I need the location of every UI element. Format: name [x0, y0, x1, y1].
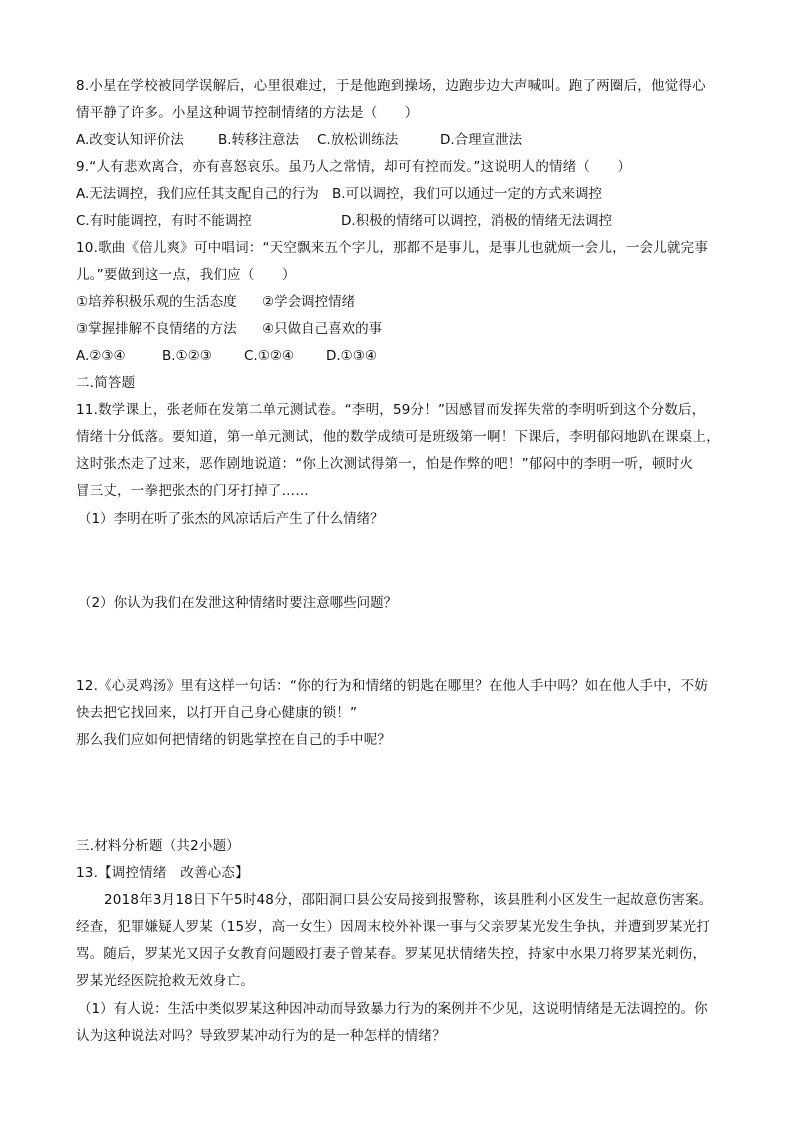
q11-line2: 情绪十分低落。要知道，第一单元测试，他的数学成绩可是班级第一啊！下课后，李明郁闷地趴在课桌上， — [76, 429, 720, 445]
q8-line1: 8.小星在学校被同学误解后，心里很难过，于是他跑到操场，边跑步边大声喊叫。跑了两圈后，他觉得心 — [76, 78, 706, 94]
q13-line3: 骂。随后，罗某光又因子女教育问题殴打妻子曾某春。罗某见状情绪失控，持家中水果刀将罗某光刺伤， — [76, 946, 707, 962]
q10-option-d: D.①③④ — [326, 348, 377, 364]
q10-option-c: C.①②④ — [244, 348, 295, 364]
q8-option-b: B.转移注意法 — [218, 132, 300, 148]
q9-option-d: D.积极的情绪可以调控，消极的情绪无法调控 — [341, 213, 613, 229]
q10-item1: ①培养积极乐观的生活态度 — [76, 294, 237, 310]
q9-option-a: A.无法调控，我们应任其支配自己的行为 — [76, 186, 319, 202]
q12-line2: 快去把它找回来，以打开自己身心健康的锁！” — [76, 705, 358, 721]
q11-line4: 冒三丈，一拳把张杰的门牙打掉了…… — [76, 483, 309, 499]
q8-option-c: C.放松训练法 — [317, 132, 399, 148]
q10-item3: ③掌握排解不良情绪的方法 — [76, 321, 237, 337]
q10-line2: 儿。”要做到这一点，我们应（ ） — [76, 267, 296, 283]
q8-option-a: A.改变认知评价法 — [76, 132, 184, 148]
q13-heading: 13.【调控情绪 改善心态】 — [76, 865, 249, 881]
section-title-material-analysis: 三.材料分析题（共2小题） — [76, 838, 240, 854]
q11-line1: 11.数学课上，张老师在发第二单元测试卷。“李明，59分！”因感冒而发挥失常的李明听到这个分数后， — [76, 402, 706, 418]
q10-item2: ②学会调控情绪 — [262, 294, 356, 310]
q11-sub2: （2）你认为我们在发泄这种情绪时要注意哪些问题？ — [78, 595, 398, 611]
q10-option-b: B.①②③ — [162, 348, 212, 364]
q10-line1: 10.歌曲《倍儿爽》可中唱词：“天空飘来五个字儿，那都不是事儿，是事儿也就烦一会儿，一会儿就完事 — [76, 240, 709, 256]
q13-line2: 经查，犯罪嫌疑人罗某（15岁，高一女生）因周末校外补课一事与父亲罗某光发生争执，并遭到罗某光打 — [76, 919, 711, 935]
q8-line2: 情平静了许多。小星这种调节控制情绪的方法是（ ） — [76, 105, 419, 121]
q9-option-b: B.可以调控，我们可以通过一定的方式来调控 — [332, 186, 603, 202]
q12-line3: 那么我们应如何把情绪的钥匙掌控在自己的手中呢？ — [76, 732, 392, 748]
q8-option-d: D.合理宣泄法 — [440, 132, 523, 148]
q13-sub1-line1: （1）有人说：生活中类似罗某这种因冲动而导致暴力行为的案例并不少见，这说明情绪是无法调控的。你 — [78, 1001, 708, 1017]
q13-line4: 罗某光经医院抢救无效身亡。 — [76, 973, 255, 989]
q12-line1: 12.《心灵鸡汤》里有这样一句话：“你的行为和情绪的钥匙在哪里？在他人手中吗？如在他人手中，不妨 — [76, 678, 709, 694]
q11-sub1: （1）李明在听了张杰的风凉话后产生了什么情绪？ — [78, 511, 384, 527]
q10-item4: ④只做自己喜欢的事 — [262, 321, 383, 337]
q9-line1: 9.“人有悲欢离合，亦有喜怒哀乐。虽乃人之常情，却可有控而发。”这说明人的情绪（ ） — [76, 159, 632, 175]
q9-option-c: C.有时能调控，有时不能调控 — [76, 213, 252, 229]
q13-line1: 2018年3月18日下午5时48分，邵阳洞口县公安局接到报警称，该县胜利小区发生一起故意伤害案。 — [104, 892, 713, 908]
q10-option-a: A.②③④ — [76, 348, 126, 364]
section-title-short-answer: 二.简答题 — [76, 375, 136, 391]
q11-line3: 这时张杰走了过来，恶作剧地说道：“你上次测试得第一，怕是作弊的吧！”郁闷中的李明一听，顿时火 — [76, 456, 694, 472]
q13-sub1-line2: 认为这种说法对吗？导致罗某冲动行为的是一种怎样的情绪？ — [76, 1028, 446, 1044]
